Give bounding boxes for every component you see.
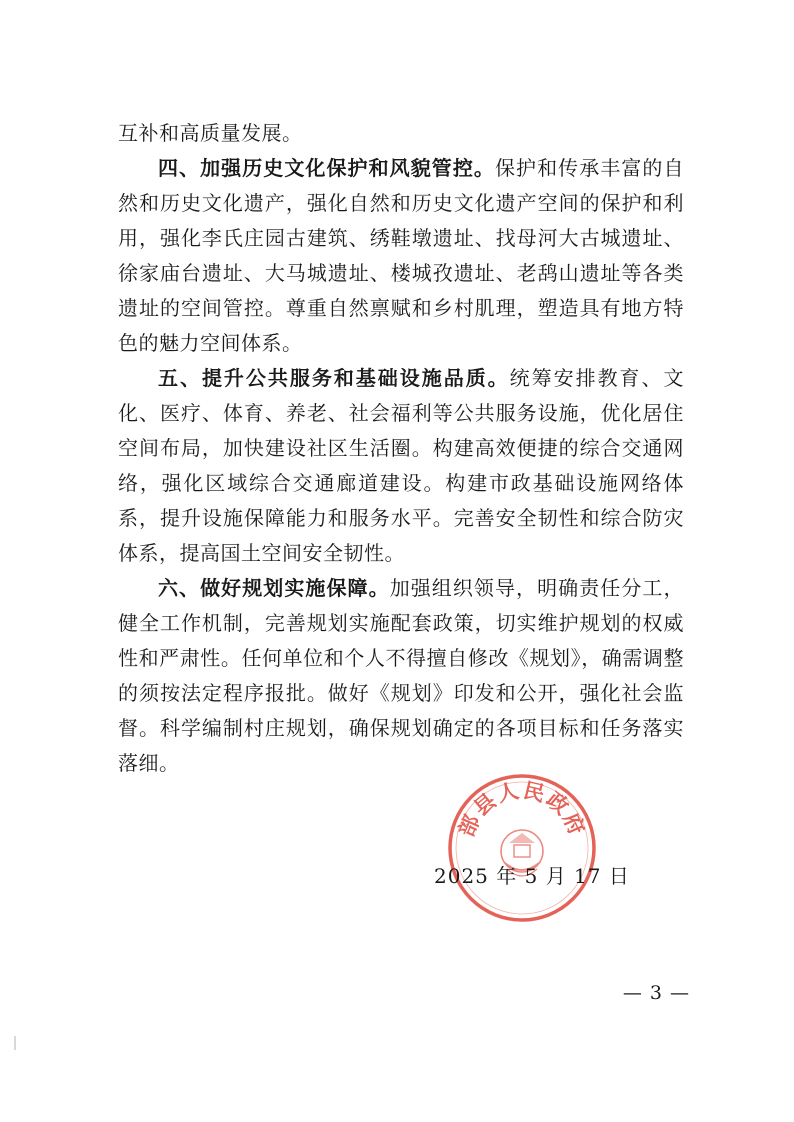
section-heading-5: 五、提升公共服务和基础设施品质。 — [158, 366, 510, 390]
section-text-4: 保护和传承丰富的自然和历史文化遗产，强化自然和历史文化遗产空间的保护和利用，强化李氏庄园古建筑、绣鞋墩遗址、找母河大古城遗址、徐家庙台遗址、大马城遗址、楼城孜遗址、老鸹山遗址等各类遗址的空间管控。尊重自然禀赋和乡村肌理，塑造具有地方特色的魅力空间体系。 — [118, 156, 684, 355]
document-body — [118, 116, 684, 781]
seal-text: 部县人民政府 — [453, 777, 591, 841]
document-date: 2025 年 5 月 17 日 — [434, 864, 630, 888]
section-paragraph-5 — [118, 361, 684, 571]
official-seal-stamp — [447, 773, 597, 923]
section-heading-6: 六、做好规划实施保障。 — [158, 576, 390, 600]
section-text-6: 加强组织领导，明确责任分工，健全工作机制，完善规划实施配套政策，切实维护规划的权威性和严肃性。任何单位和个人不得擅自修改《规划》，确需调整的须按法定程序报批。做好《规划》印发和公开，强化社会监督。科学编制村庄规划，确保规划确定的各项目标和任务落实落细。 — [118, 576, 684, 775]
section-heading-4: 四、加强历史文化保护和风貌管控。 — [158, 156, 495, 180]
intro-paragraph: 互补和高质量发展。 — [118, 121, 303, 145]
page-number: — 3 — — [622, 982, 690, 1004]
section-text-5: 统筹安排教育、文化、医疗、体育、养老、社会福利等公共服务设施，优化居住空间布局，加快建设社区生活圈。构建高效便捷的综合交通网络，强化区域综合交通廊道建设。构建市政基础设施网络体系，提升设施保障能力和服务水平。完善安全韧性和综合防灾体系，提高国土空间安全韧性。 — [118, 366, 685, 565]
section-paragraph-6 — [118, 571, 684, 781]
margin-mark — [14, 1036, 16, 1050]
section-paragraph-4 — [118, 151, 684, 361]
